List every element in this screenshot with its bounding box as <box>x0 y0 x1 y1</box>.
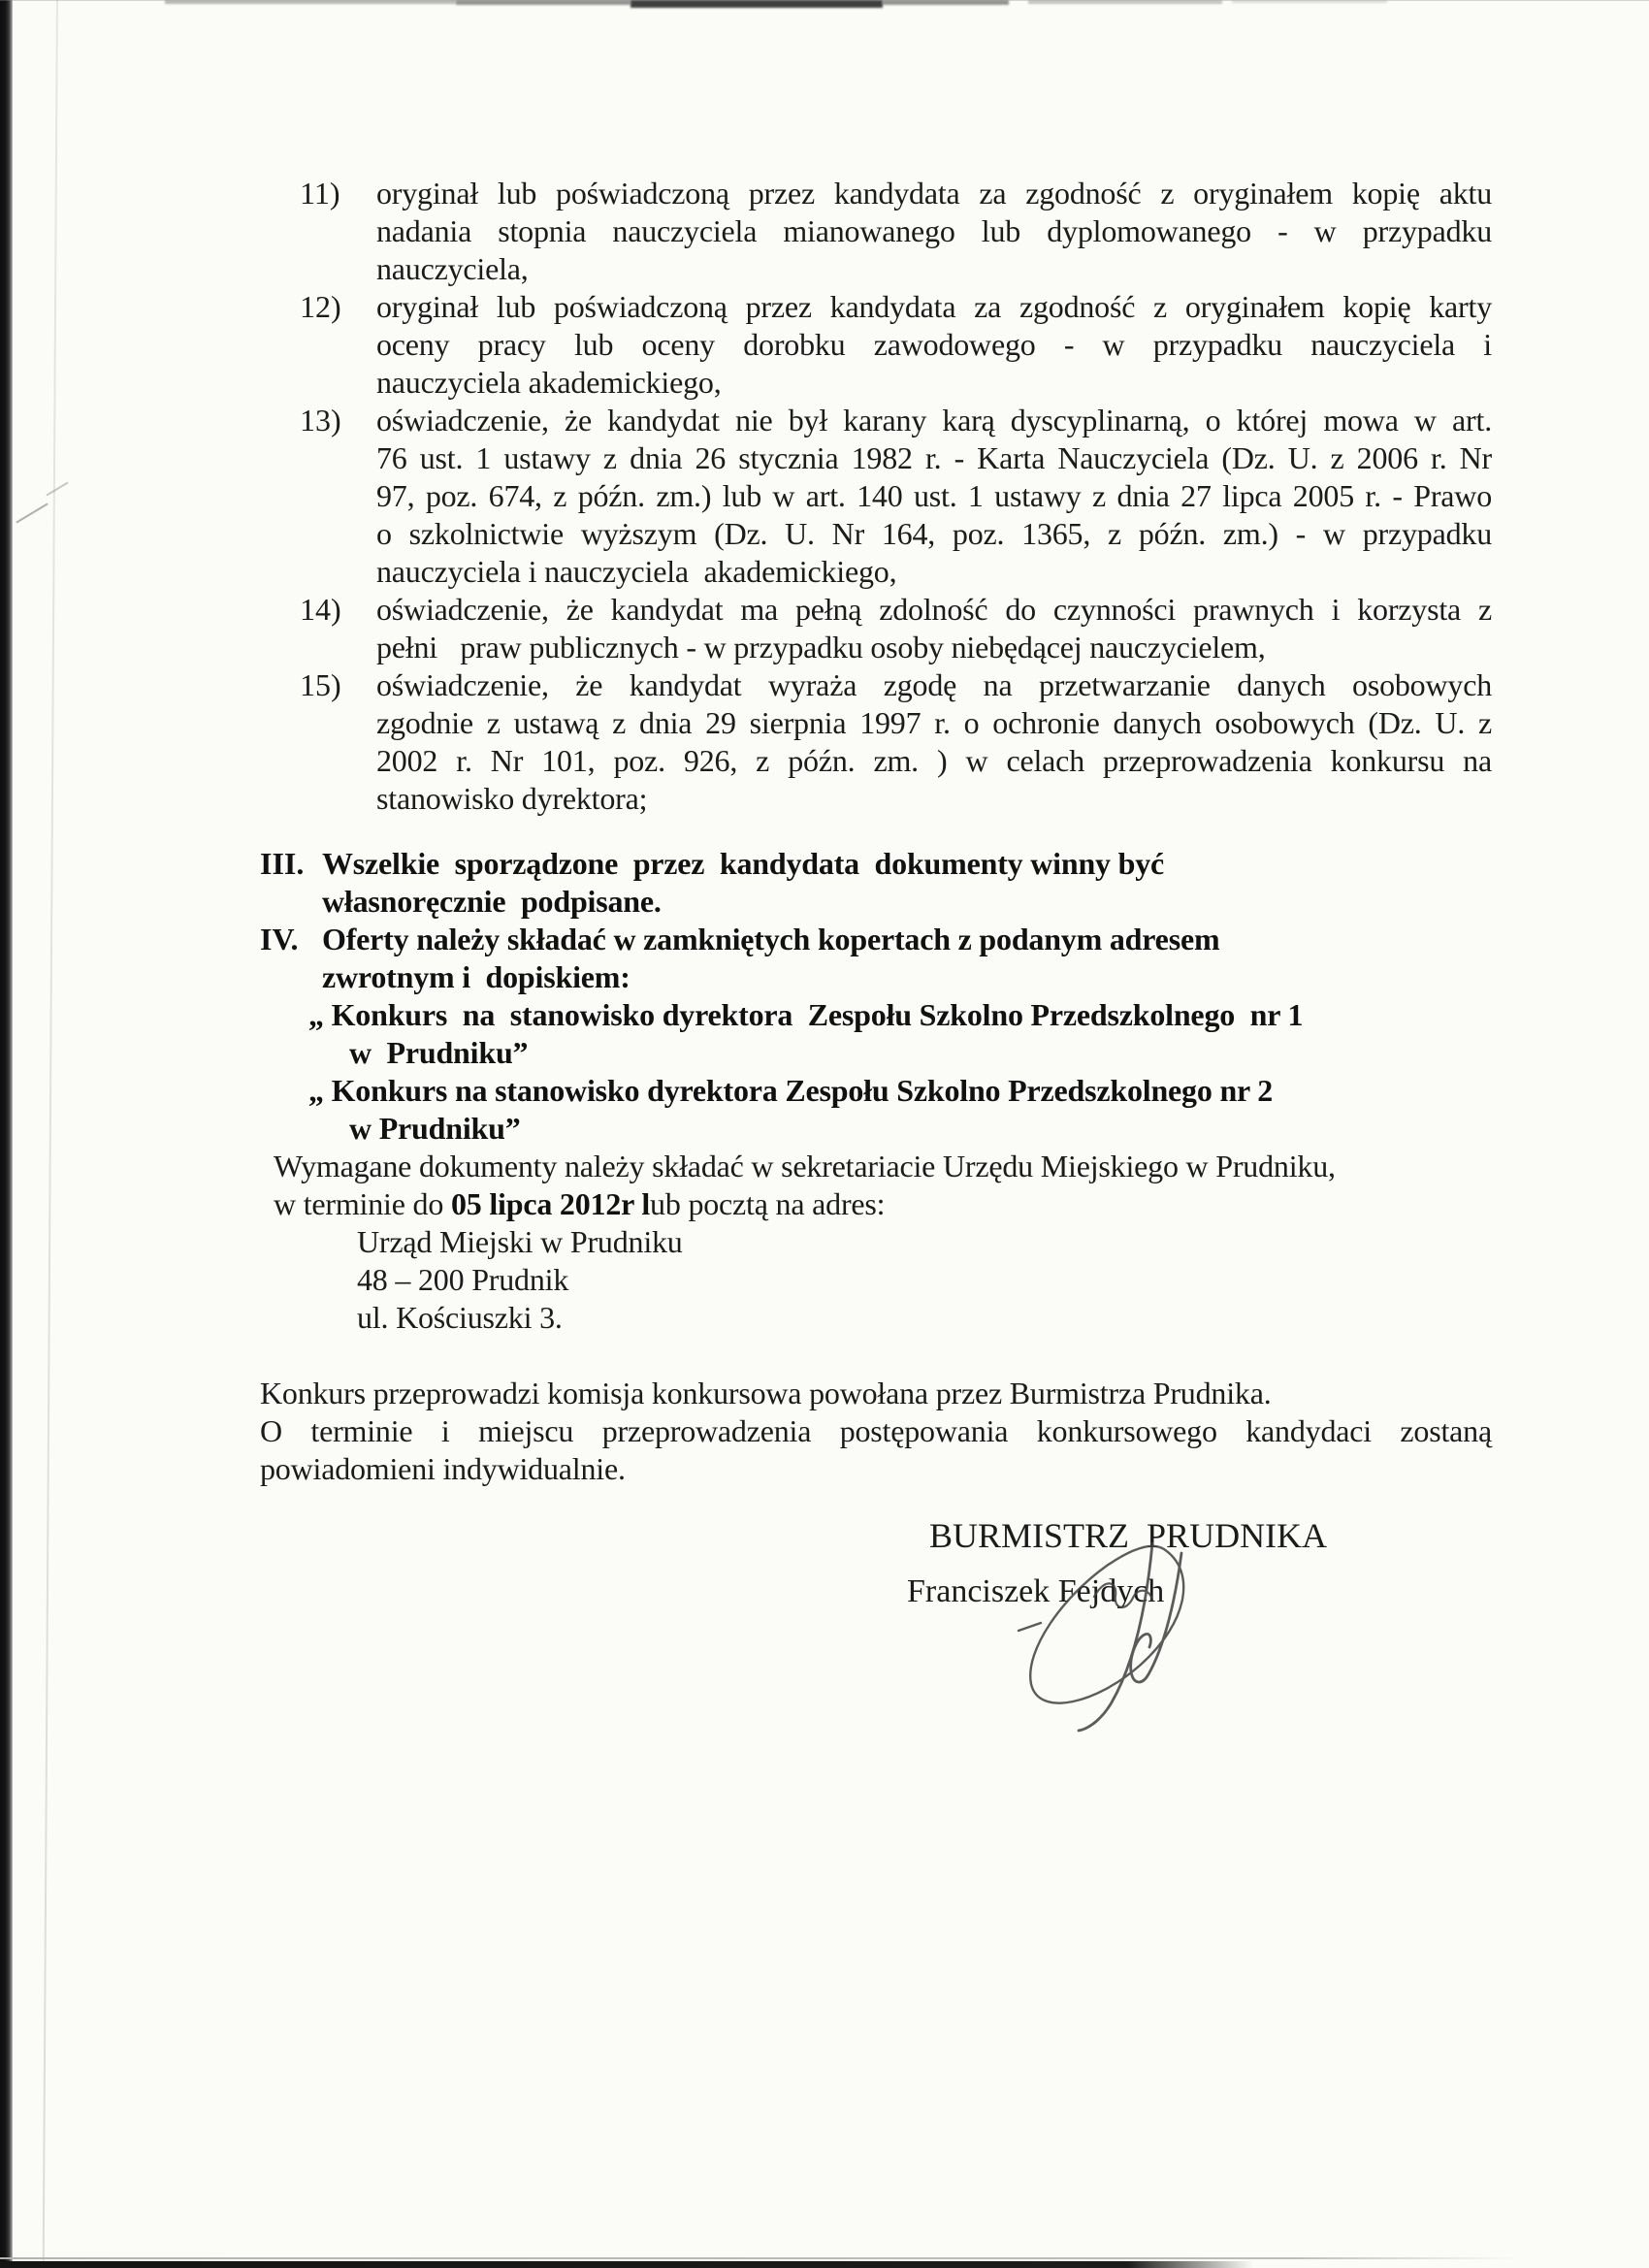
envelope-inscription-1 <box>308 996 1511 1072</box>
text-line: w Prudniku” <box>349 1035 529 1070</box>
scan-artifact-bottom-line <box>0 2257 1519 2259</box>
text-line: powiadomieni indywidualnie. <box>260 1451 626 1486</box>
text-line: nauczyciela i nauczyciela akademickiego, <box>376 554 897 589</box>
scan-artifact-scratch <box>46 481 68 496</box>
list-item-number: 12) <box>300 289 341 324</box>
scan-artifact-top-smudge <box>1028 0 1222 4</box>
section-number: III. <box>260 846 305 881</box>
submission-paragraph <box>274 1148 1492 1223</box>
scan-artifact-top-smudge <box>630 0 883 8</box>
text-line: 2002 r. Nr 101, poz. 926, z późn. zm. ) w celach przeprowadzenia konkursu na <box>376 743 1492 778</box>
scan-artifact-left-edge-bar <box>0 0 13 2268</box>
text-line <box>274 1185 1492 1223</box>
scan-artifact-top-smudge <box>883 0 1009 5</box>
handwritten-signature <box>1009 1538 1212 1746</box>
text-line: nauczyciela akademickiego, <box>376 365 722 400</box>
closing-paragraph <box>260 1375 1492 1488</box>
text-line: Oferty należy składać w zamkniętych kopertach z podanym adresem <box>322 922 1220 956</box>
section-number: IV. <box>260 922 299 956</box>
text-line: pełni praw publicznych - w przypadku osoby niebędącej nauczycielem, <box>376 630 1266 664</box>
text-line: oryginał lub poświadczoną przez kandydata za zgodność z oryginałem kopię karty <box>376 289 1492 324</box>
deadline-date: 05 lipca 2012r l <box>450 1186 651 1221</box>
text-line: „ Konkurs na stanowisko dyrektora Zespołu Szkolno Przedszkolnego nr 1 <box>308 997 1304 1032</box>
signer-name: Franciszek Fejdych <box>907 1573 1165 1609</box>
list-item-text <box>376 666 1492 818</box>
text-line: 76 ust. 1 ustawy z dnia 26 stycznia 1982 r. - Karta Nauczyciela (Dz. U. z 2006 r. Nr <box>376 440 1492 475</box>
text-line: własnoręcznie podpisane. <box>322 884 662 919</box>
text-line: nadania stopnia nauczyciela mianowanego lub dyplomowanego - w przypadku <box>376 213 1492 248</box>
text-line: oświadczenie, że kandydat wyraża zgodę na przetwarzanie danych osobowych <box>376 667 1492 702</box>
list-item-number: 14) <box>300 592 341 627</box>
list-item-12 <box>300 288 1492 402</box>
list-item-number: 15) <box>300 667 341 702</box>
signer-title: BURMISTRZ PRUDNIKA <box>929 1516 1328 1555</box>
text-line: Wszelkie sporządzone przez kandydata dokumenty winny być <box>322 846 1165 881</box>
list-item-11 <box>300 175 1492 288</box>
address-line: 48 – 200 Prudnik <box>357 1262 569 1297</box>
scan-artifact-top-smudge <box>456 0 630 5</box>
text-line: zwrotnym i dopiskiem: <box>322 959 630 994</box>
section-iii-heading <box>260 845 1492 921</box>
text-line: O terminie i miejscu przeprowadzenia postępowania konkursowego kandydaci zostaną <box>260 1413 1492 1448</box>
scan-artifact-page-fold-line <box>43 0 58 2268</box>
list-item-number: 11) <box>300 176 340 211</box>
scan-artifact-top-smudge <box>1232 0 1387 3</box>
scan-artifact-scratch <box>16 502 48 523</box>
text-line: Konkurs przeprowadzi komisja konkursowa powołana przez Burmistrza Prudnika. <box>260 1376 1272 1410</box>
text-line: o szkolnictwie wyższym (Dz. U. Nr 164, poz. 1365, z późn. zm.) - w przypadku <box>376 516 1492 551</box>
text-line: oświadczenie, że kandydat nie był karany karą dyscyplinarną, o której mowa w art. <box>376 403 1492 437</box>
text-line: w Prudniku” <box>349 1111 521 1146</box>
list-item-15 <box>300 666 1492 818</box>
deadline-suffix: ub pocztą na adres: <box>650 1186 886 1221</box>
text-line: 97, poz. 674, z późn. zm.) lub w art. 140 ust. 1 ustawy z dnia 27 lipca 2005 r. - Prawo <box>376 478 1492 513</box>
text-line: oświadczenie, że kandydat ma pełną zdolność do czynności prawnych i korzysta z <box>376 592 1492 627</box>
list-item-14 <box>300 591 1492 666</box>
text-line: „ Konkurs na stanowisko dyrektora Zespołu Szkolno Przedszkolnego nr 2 <box>308 1073 1274 1108</box>
scan-artifact-top-smudge <box>165 0 456 4</box>
list-item-13 <box>300 402 1492 591</box>
deadline-prefix: w terminie do <box>274 1186 451 1221</box>
address-line: ul. Kościuszki 3. <box>357 1300 563 1335</box>
list-item-text <box>376 402 1492 591</box>
list-item-text <box>376 591 1492 666</box>
text-line: zgodnie z ustawą z dnia 29 sierpnia 1997 r. o ochronie danych osobowych (Dz. U. z <box>376 705 1492 740</box>
text-line: Wymagane dokumenty należy składać w sekretariacie Urzędu Miejskiego w Prudniku, <box>274 1149 1336 1183</box>
envelope-inscription-2 <box>308 1072 1511 1148</box>
scan-artifact-bottom-edge-bar <box>0 2261 1253 2268</box>
address-line: Urząd Miejski w Prudniku <box>357 1224 683 1259</box>
list-item-text <box>376 175 1492 288</box>
text-line: oceny pracy lub oceny dorobku zawodowego - w przypadku nauczyciela i <box>376 327 1492 362</box>
text-line: stanowisko dyrektora; <box>376 781 648 816</box>
text-line: nauczyciela, <box>376 251 529 286</box>
text-line: oryginał lub poświadczoną przez kandydata za zgodność z oryginałem kopię aktu <box>376 176 1492 211</box>
list-item-text <box>376 288 1492 402</box>
section-iv-heading <box>260 921 1492 996</box>
list-item-number: 13) <box>300 403 341 437</box>
postal-address <box>357 1223 1133 1337</box>
